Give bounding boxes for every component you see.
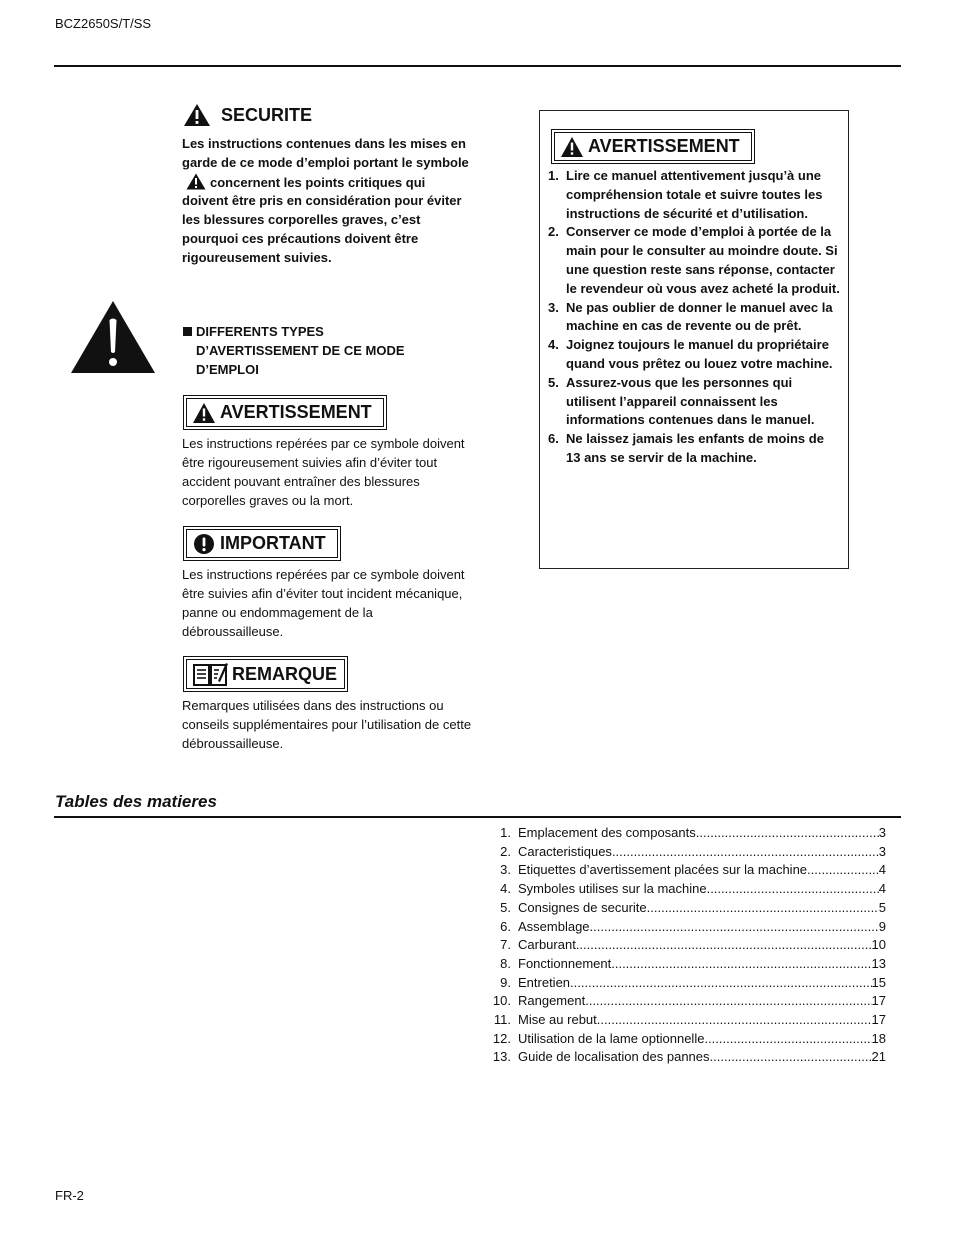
list-item [548,430,840,468]
toc-title-text: Rangement [518,993,586,1009]
types-line-1: DIFFERENTS TYPES [196,324,324,339]
types-line-2: D’AVERTISSEMENT DE CE MODE [196,343,405,358]
header-rule [54,65,901,67]
toc-page: 5 [878,899,886,915]
toc-entry[interactable] [486,824,886,843]
toc-number: 8. [500,955,511,971]
types-line-3: D’EMPLOI [196,362,259,377]
toc-title-text: Utilisation de la lame optionnelle [518,1030,705,1046]
toc-number: 13. [492,1049,511,1065]
toc-leader [807,861,879,880]
toc-entry[interactable] [486,1030,886,1049]
toc-title-text: Mise au rebut [518,1012,597,1028]
remarque-label [183,656,348,692]
list-item [548,167,840,223]
large-warning-icon [70,300,156,374]
item-text: Ne pas oublier de donner le manuel avec la machine en cas de revente ou de prêt. [566,299,833,334]
toc-title-text: Etiquettes d’avertissement placées sur la machine [518,862,808,878]
toc-page: 10 [871,937,886,953]
securite-text-part2: concernent les points critiques qui doivent être pris en considération pour éviter les blessures corporelles graves, c’est pourquoi ces précautions doivent être rigoureusement suivies. [182,174,462,265]
securite-title: SECURITE [221,104,313,125]
remarque-description: Remarques utilisées dans des instructions ou conseils supplémentaires pour l’utilisation de cette débroussailleuse. [182,698,472,751]
toc-leader [710,1048,872,1067]
toc-title-text: Entretien [518,974,571,990]
toc-entry[interactable] [486,974,886,993]
toc-title-text: Fonctionnement [518,955,612,971]
securite-heading [183,103,312,127]
toc-entry[interactable] [486,1048,886,1067]
model-number: BCZ2650S/T/SS [55,16,152,31]
toc-page: 21 [871,1049,886,1065]
warning-triangle-icon [183,103,211,127]
toc-entry[interactable] [486,992,886,1011]
securite-text-part1: Les instructions contenues dans les mises en garde de ce mode d’emploi portant le symbole [182,136,469,170]
toc-entry[interactable] [486,936,886,955]
list-item [548,374,840,430]
toc-entry[interactable] [486,861,886,880]
toc-leader [707,880,879,899]
item-number: 5. [548,374,559,390]
toc-number: 7. [500,937,511,953]
toc-page: 17 [871,993,886,1009]
item-text: Ne laissez jamais les enfants de moins de 13 ans se servir de la machine. [566,431,824,465]
warning-triangle-icon [186,173,206,190]
toc-page: 4 [878,881,886,897]
toc-title-text: Consignes de securite [518,899,647,915]
toc-leader [585,992,871,1011]
toc-title-text: Caracteristiques [518,843,612,859]
item-text: Joignez toujours le manuel du propriétaire quand vous prêtez ou louez votre machine. [566,337,833,371]
toc-number: 1. [500,825,511,840]
item-text: Lire ce manuel attentivement jusqu’à une compréhension totale et suivre toutes les instructions de sécurité et d’utilisation. [566,168,823,221]
toc-leader [590,918,879,937]
warning-triangle-icon [560,136,584,158]
toc-title-text: Emplacement des composants [518,825,696,840]
toc-title: Tables des matieres [55,792,217,811]
toc-number: 5. [500,899,511,915]
toc-number: 10. [492,993,511,1009]
toc-title-text: Carburant [518,937,576,953]
avertissement-label-text: AVERTISSEMENT [220,402,372,422]
toc-leader [611,955,871,974]
toc-leader [704,1030,871,1049]
avertissement-label [183,395,387,430]
toc-number: 11. [493,1012,511,1028]
toc-page: 3 [878,843,886,859]
toc-page: 15 [871,974,886,990]
toc-title-text: Symboles utilises sur la machine [518,881,707,897]
toc-rule [54,816,901,818]
toc-page: 3 [878,825,886,840]
list-item [548,299,840,337]
toc-title-text: Guide de localisation des pannes [518,1049,710,1065]
item-number: 3. [548,299,559,315]
toc-number: 3. [500,862,511,878]
toc-page: 4 [878,862,886,878]
toc-leader [612,843,879,862]
important-label-text: IMPORTANT [220,533,326,553]
toc-page: 13 [871,955,886,971]
toc-entry[interactable] [486,880,886,899]
toc-entry[interactable] [486,899,886,918]
toc-entry[interactable] [486,843,886,862]
toc-number: 2. [500,843,511,859]
toc-title-text: Assemblage [518,918,590,934]
item-text: Conserver ce mode d’emploi à portée de la main pour le consulter au moindre doute. Si une question reste sans réponse, contacter le revendeur où vous avez acheté la produit. [566,224,840,296]
toc-leader [696,824,879,843]
toc-list [486,824,886,1067]
square-bullet-icon [183,327,192,336]
important-label [183,526,341,561]
remarque-label-text: REMARQUE [232,663,338,684]
toc-leader [597,1011,872,1030]
item-text: Assurez-vous que les personnes qui utilisent l’appareil connaissent les informations contenues dans le manuel. [566,374,815,428]
toc-number: 12. [492,1030,511,1046]
open-book-note-icon [192,661,228,687]
toc-entry[interactable] [486,918,886,937]
toc-page: 18 [871,1030,886,1046]
list-item [548,336,840,374]
item-number: 1. [548,168,559,183]
warning-list [548,167,840,468]
item-number: 2. [548,224,559,240]
list-item [548,223,840,298]
toc-page: 9 [878,918,886,934]
toc-number: 4. [500,881,511,897]
warning-triangle-icon [192,402,216,424]
warning-box-label [551,129,755,164]
item-number: 6. [548,431,559,447]
exclamation-circle-icon [192,533,216,555]
toc-page: 17 [871,1012,886,1028]
item-number: 4. [548,337,559,353]
warning-types-heading [183,322,473,379]
toc-leader [576,936,872,955]
toc-number: 6. [500,918,511,934]
toc-leader [570,974,871,993]
toc-entry[interactable] [486,1011,886,1030]
toc-number: 9. [500,974,511,990]
page-number: FR-2 [55,1188,84,1203]
toc-entry[interactable] [486,955,886,974]
important-description: Les instructions repérées par ce symbole doivent être suivies afin d’éviter tout incident mécanique, panne ou endommagement de la débroussailleuse. [182,567,465,639]
warning-box-title: AVERTISSEMENT [588,136,740,156]
securite-text [182,135,472,268]
avertissement-description: Les instructions repérées par ce symbole doivent être rigoureusement suivies afin d’éviter tout accident pouvant entraîner des blessures corporelles graves ou la mort. [182,436,465,508]
toc-leader [647,899,879,918]
